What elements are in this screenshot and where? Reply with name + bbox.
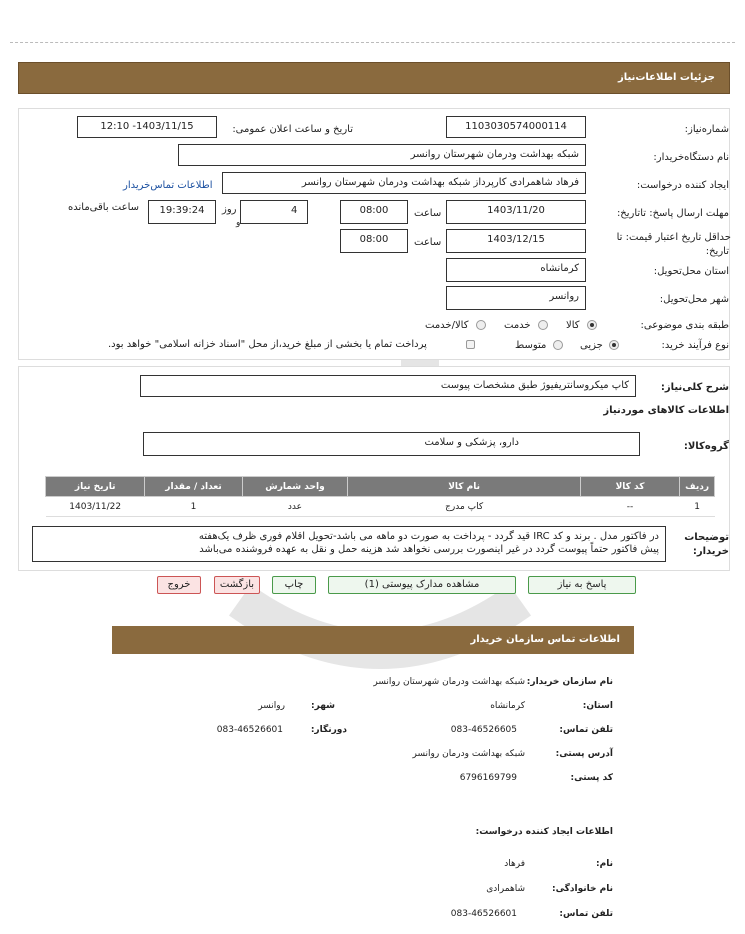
notes-label-2: خریدار: (692, 546, 729, 557)
group-field: دارو، پزشکی و سلامت (143, 432, 640, 456)
remaining-label: ساعت باقی‌مانده (68, 202, 140, 213)
announce-field: 1403/11/15- 12:10 (77, 116, 217, 138)
first-name-value: فرهاد (504, 859, 525, 869)
category-option-goods: کالا (566, 320, 580, 331)
page-title: جزئیات اطلاعات‌نیاز (618, 72, 715, 83)
category-radio-both[interactable] (476, 320, 486, 330)
top-divider (10, 42, 735, 43)
validity-label: حداقل تاریخ اعتبار قیمت: تا (616, 232, 731, 243)
need-number-label: شماره‌نیاز: (684, 124, 729, 135)
last-name-value: شاهمرادی (486, 884, 525, 894)
validity-time-label: ساعت (414, 237, 442, 248)
back-button[interactable]: بازگشت (214, 576, 260, 594)
category-radio-service[interactable] (538, 320, 548, 330)
contact-header (112, 626, 634, 654)
process-radio-minor[interactable] (609, 340, 619, 350)
creator-label: ایجاد کننده درخواست: (636, 180, 729, 191)
phone-value: 083-46526605 (450, 725, 517, 735)
validity-time-field: 08:00 (340, 229, 408, 253)
req-phone-value: 083-46526601 (450, 909, 517, 919)
treasury-checkbox[interactable] (466, 340, 475, 349)
city-label: شهر محل‌تحویل: (659, 294, 729, 305)
days-suffix: و (236, 218, 241, 228)
col-date: تاریخ نیاز (46, 477, 145, 497)
items-table (45, 476, 715, 517)
description-field: کاپ میکروسانتریفیوژ طبق مشخصات پیوست (140, 375, 636, 397)
req-phone-label: تلفن تماس: (559, 909, 613, 919)
province-field: کرمانشاه (446, 258, 586, 282)
days-field: 4 (240, 200, 308, 224)
process-option-medium: متوسط (515, 340, 547, 351)
col-code: کد کالا (580, 477, 679, 497)
category-label: طبقه بندی موضوعی: (640, 320, 729, 331)
validity-label-2: تاریخ: (705, 246, 729, 257)
last-name-label: نام خانوادگی: (551, 884, 613, 894)
requester-title: اطلاعات ایجاد کننده درخواست: (475, 827, 613, 837)
col-name: نام کالا (348, 477, 581, 497)
exit-button[interactable]: خروج (157, 576, 201, 594)
category-option-service: خدمت (504, 320, 531, 331)
validity-date-field: 1403/12/15 (446, 229, 586, 253)
cell-code: -- (580, 497, 679, 517)
days-label: روز (222, 204, 237, 215)
category-option-both: کالا/خدمت (425, 320, 469, 331)
table-row (46, 497, 715, 517)
page-header (18, 62, 730, 94)
description-label: شرح کلی‌نیاز: (660, 382, 729, 393)
process-label: نوع فرآیند خرید: (661, 340, 729, 351)
deadline-label: مهلت ارسال پاسخ: تاتاریخ: (616, 208, 729, 219)
items-table-header (46, 477, 715, 497)
contact-province-label: استان: (582, 701, 613, 711)
deadline-time-label: ساعت (414, 208, 442, 219)
address-value: شبکه بهداشت ودرمان روانسر (412, 749, 525, 759)
notes-line-1: در فاکتور مدل . برند و کد IRC قید گردد - پرداخت به صورت دو ماهه می باشد-تحویل اقلام فوری ظرف یک‌هفته (198, 531, 659, 542)
process-radio-medium[interactable] (553, 340, 563, 350)
notes-field (32, 526, 666, 562)
notes-line-2: پیش فاکتور حتماً پیوست گردد در غیر اینصورت بررسی نخواهد شد هزینه حمل و نقل به عهده فروشنده می‌باشد (199, 544, 659, 555)
remaining-time-field: 19:39:24 (148, 200, 216, 224)
contact-province-value: کرمانشاه (490, 701, 525, 711)
creator-field: فرهاد شاهمرادی کارپرداز شبکه بهداشت ودرمان شهرستان روانسر (222, 172, 586, 194)
contact-title: اطلاعات تماس سازمان خریدار (470, 634, 620, 645)
address-label: آدرس پستی: (555, 749, 613, 759)
first-name-label: نام: (596, 859, 613, 869)
deadline-time-field: 08:00 (340, 200, 408, 224)
announce-label: تاریخ و ساعت اعلان عمومی: (232, 124, 353, 135)
phone-label: تلفن تماس: (559, 725, 613, 735)
postal-label: کد پستی: (570, 773, 613, 783)
col-qty: تعداد / مقدار (145, 477, 242, 497)
buyer-label: نام دستگاه‌خریدار: (653, 152, 729, 163)
contact-city-value: روانسر (258, 701, 285, 711)
cell-date: 1403/11/22 (46, 497, 145, 517)
postal-value: 6796169799 (459, 773, 517, 783)
org-label: نام سازمان خریدار: (526, 677, 613, 687)
need-number-field: 1103030574000114 (446, 116, 586, 138)
attachments-button[interactable]: مشاهده مدارک پیوستی (1) (328, 576, 516, 594)
goods-info-heading: اطلاعات کالاهای موردنیاز (603, 405, 729, 416)
notes-label: توضیحات (684, 532, 729, 543)
print-button[interactable]: چاپ (272, 576, 316, 594)
process-note: پرداخت تمام یا بخشی از مبلغ خرید،از محل "اسناد خزانه اسلامی" خواهد بود. (108, 339, 427, 350)
province-label: استان محل‌تحویل: (653, 266, 729, 277)
org-value: شبکه بهداشت ودرمان شهرستان روانسر (373, 677, 525, 687)
deadline-date-field: 1403/11/20 (446, 200, 586, 224)
fax-value: 083-46526601 (216, 725, 283, 735)
buyer-field: شبکه بهداشت ودرمان شهرستان روانسر (178, 144, 586, 166)
cell-unit: عدد (242, 497, 348, 517)
cell-name: کاپ مدرج (348, 497, 581, 517)
process-option-minor: جزیی (580, 340, 603, 351)
contact-city-label: شهر: (311, 701, 335, 711)
category-radio-goods[interactable] (587, 320, 597, 330)
col-unit: واحد شمارش (242, 477, 348, 497)
fax-label: دورنگار: (310, 725, 347, 735)
group-label: گروه‌کالا: (683, 441, 729, 452)
cell-qty: 1 (145, 497, 242, 517)
reply-button[interactable]: پاسخ به نیاز (528, 576, 636, 594)
col-row: ردیف (680, 477, 715, 497)
buyer-contact-link[interactable]: اطلاعات تماس‌خریدار (123, 180, 213, 191)
city-field: روانسر (446, 286, 586, 310)
cell-row: 1 (680, 497, 715, 517)
